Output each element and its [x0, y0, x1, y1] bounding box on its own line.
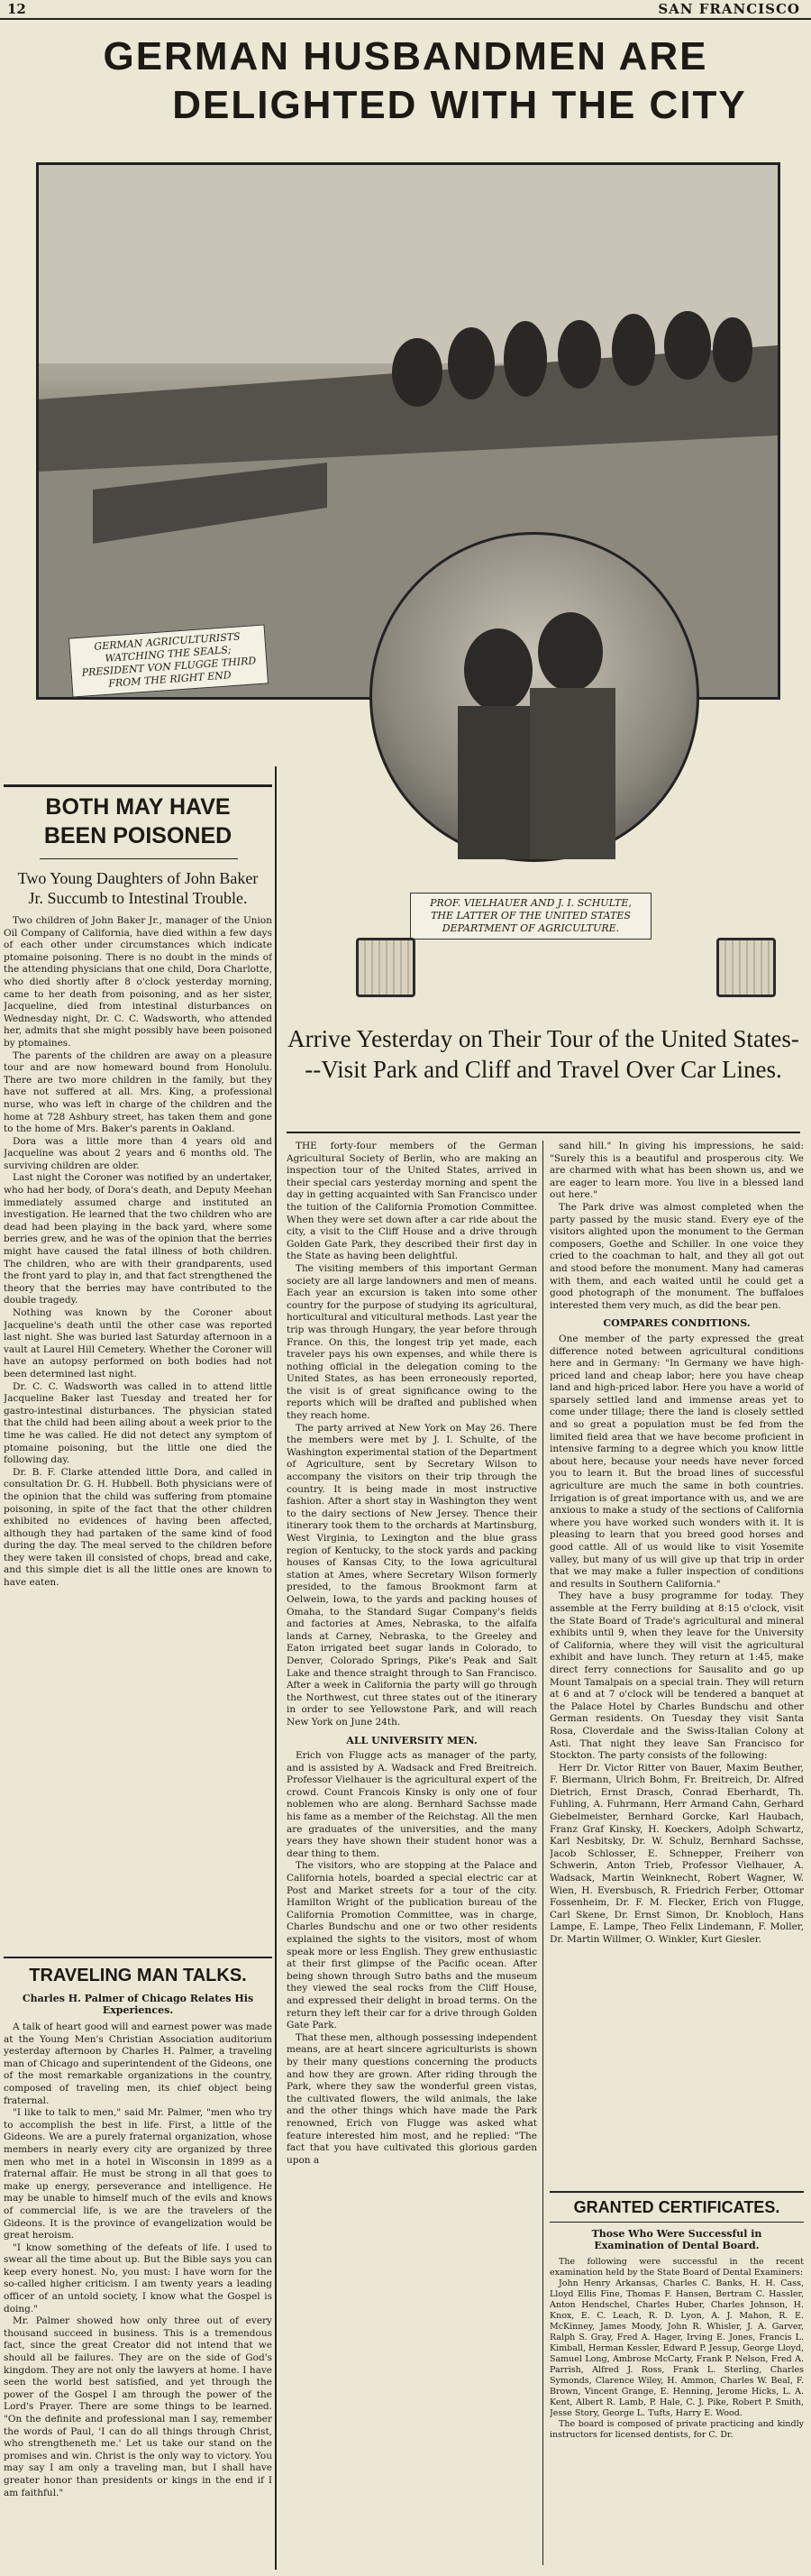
traveling-paragraph: A talk of heart good will and earnest power was made at the Young Men's Christian Association auditorium yesterday afternoon by Charles H. Palmer, a traveling man of Chicago and superintendent of the Gideons, one of the most remarkable organizations in the country, composed of traveling men, its chief object being fraternal.: [4, 2021, 272, 2106]
traveling-body: [4, 2021, 272, 2571]
poisoned-paragraph: Dr. C. C. Wadsworth was called in to attend little Jacqueline Baker last Tuesday and treated her for gastro-intestinal disturbances. The physician stated that the child had been ailing about a week prior to the time he was called. He did not detect any symptom of ptomaine poisoning, but the little one died the following day.: [4, 1380, 272, 1466]
poisoned-rule: [40, 858, 238, 859]
main-paragraph: Erich von Flugge acts as manager of the party, and is assisted by A. Wadsack and Fred Breitreich. Professor Vielhauer is the agricultural expert of the crowd. Count Francois Kinsky is only one of four noblemen who are along. Bernhard Sachsse made his fame as a member of the Reichstag. All the men are graduates of the universities, and the many years they have shown their student honor was a dear thing to them.: [287, 1750, 537, 1859]
main-paragraph: That these men, although possessing independent means, are at heart sincere agriculturists is shown by their many questions concerning the products and how they are grown. After riding through the Park, where they saw the wonderful green vistas, the cultivated flowers, the wild animals, the lake and the other things which have made the Park renowned, Erich von Flugge was asked what feature interested him most, and he replied: "The fact that you have cultivated this glorious garden upon a: [287, 2031, 537, 2166]
main-paragraph: One member of the party expressed the great difference noted between agricultural conditions here and in Germany: "In Germany we have high-priced land and cheap labor; here you have cheap land and high-priced labor. Here you have a world of sparsely settled land and immense areas yet to come under tillage; there the land is closely settled and so great a population must be fed from the limited field area that we have become proficient in intensive farming to a degree which you know little about here, because your needs have never forced you to learn it. But the broad lines of successful agriculture are much the same in both countries. Irrigation is of great importance with us, and we are anxious to make a study of the sections of California where you have worked such wonders with it. It is pleasing to learn that you breed good horses and good cattle. All of us would like to visit Yosemite valley, but many of us will give up that trip in order that we may make a fuller inspection of conditions and results in Southern California.": [550, 1333, 804, 1590]
poisoned-paragraph: Dora was a little more than 4 years old and Jacqueline was about 2 years and 6 months old. The surviving children are older.: [4, 1135, 272, 1171]
main-paragraph: THE forty-four members of the German Agricultural Society of Berlin, who are making an inspection tour of the United States, arrived in their special cars yesterday morning and spent the day in getting acquainted with San Francisco under the tuition of the California Promotion Committee. When they were set down after a car ride about the city, a visit to the Cliff House and a drive through Golden Gate Park, they described their first day in the State as having been delightful.: [287, 1141, 537, 1262]
traveling-paragraph: "I like to talk to men," said Mr. Palmer, "men who try to accomplish the best in life. First, a little of the Gideons. We are a purely fraternal organization, whose members in nearly every city are organized by three men who met in a hotel in Wisconsin in 1899 as a fraternal affair. He must be strong in all that goes to make up energy, perseverance and intelligence. He may be unable to himself much of the evils and knows of commercial life, is we are the travelers of the Gideons. It is the province of evangelization would be great heroism.: [4, 2107, 272, 2241]
page-number: 12: [7, 1, 26, 17]
main-article-column-1: [287, 1141, 537, 2565]
main-paragraph: sand hill." In giving his impressions, he said: "Surely this is a beautiful and prosperous city. We are charmed with what has been shown us, and we are eager to learn more. You live in a blessed land out here.": [550, 1141, 804, 1201]
headline-line1: GERMAN HUSBANDMEN ARE: [103, 34, 708, 78]
column-divider-2: [542, 1141, 543, 2565]
poisoned-paragraph: The parents of the children are away on a pleasure tour and are now homeward bound from Honolulu. There are two more children in the family, but they have not suffered at all. Mrs. King, a professional nurse, who was left in charge of the children and the home at 728 Ashbury street, has taken them and gone to the home of Mrs. Baker's parents in Oakland.: [4, 1050, 272, 1135]
poisoned-deck: Two Young Daughters of John Baker Jr. Succumb to Intestinal Trouble.: [17, 869, 259, 907]
main-article-column-2: [550, 1141, 804, 2182]
masthead: [0, 0, 811, 20]
main-paragraph: Herr Dr. Victor Ritter von Bauer, Maxim Beuther, F. Biermann, Ulrich Bohm, Fr. Breitreich, Dr. Alfred Dietrich, Ernst Drasch, Conrad Eberhardt, Th. Fuhling, A. Fuhrmann, Herr Armand Cahn, Gerhard Giebelmeister, Bernhard Gorcke, Karl Haubach, Franz Graf Kinsky, H. Koeckers, Adolph Schwartz, Karl Nesbitsky, Dr. W. Schulz, Bernhard Sachsse, Jacob Schlosser, E. Schnepper, Freiherr von Schwerin, Anton Trieb, Professor Vielhauer, A. Wadsack, Martin Weinknecht, Robert Wagner, W. Wien, H. Eversbusch, R. Friedrich Ferber, Ottomar Fossenheim, Dr. F. M. Flecker, Erich von Flugge, Carl Skene, Dr. Ernst Simon, Dr. Knobloch, Hans Lampe, E. Lampe, Theo Felix Lindemann, F. Moller, Dr. Martin Willmer, O. Winkler, Kurt Giesler.: [550, 1762, 804, 1945]
poisoned-paragraph: Nothing was known by the Coroner about Jacqueline's death until the other case was reported last night. She was buried last Saturday afternoon in a vault at Laurel Hill Cemetery. Whether the Coroner will have an autopsy performed on both bodies had not been determined last night.: [4, 1307, 272, 1380]
traveling-deck: Charles H. Palmer of Chicago Relates His Experiences.: [22, 1993, 254, 2016]
traveling-headline: TRAVELING MAN TALKS.: [4, 1957, 272, 1987]
traveling-man-article: [4, 1957, 272, 2571]
subhead-rule: [287, 1132, 800, 1133]
granted-deck: Those Who Were Successful in Examination of Dental Board.: [591, 2228, 762, 2251]
main-subhead: Arrive Yesterday on Their Tour of the United States---Visit Park and Cliff and Travel Over Car Lines.: [287, 1025, 799, 1083]
granted-paragraph: The board is composed of private practicing and kindly instructors for licensed dentists, for C. Dr.: [550, 2419, 804, 2440]
main-paragraph: The visitors, who are stopping at the Palace and California hotels, boarded a special electric car at Post and Market streets for a tour of the city. Hamilton Wright of the publication bureau of the California Promotion Committee, was in charge, Charles Bundschu and one or two other residents explained the sights to the visitors, most of whom speak more or less English. They grew enthusiastic at their first glimpse of the Pacific ocean. After being shown through Sutro baths and the museum they viewed the seal rocks from the Cliff House, and expressed their delight in broad terms. On the return they left their car for a drive through Golden Gate Park.: [287, 1860, 537, 2031]
granted-headline: GRANTED CERTIFICATES.: [550, 2191, 804, 2223]
decorative-planter-left: [356, 938, 415, 997]
granted-paragraph: The following were successful in the recent examination held by the State Board of Dental Examiners:: [550, 2257, 804, 2278]
portrait-figures: [372, 535, 697, 859]
main-paragraph: They have a busy programme for today. They assemble at the Ferry building at 8:15 o'clock, visit the State Board of Trade's agricultural and mineral exhibits until 9, when they leave for the University of California, where they will visit the agricultural exhibit and have lunch. They return at 1:45, make direct ferry connections for Sausalito and go up Mount Tamalpais on a special train. They will return at 6 and at 7 o'clock will be tendered a banquet at the Palace Hotel by Charles Bundschu and other German residents. On Tuesday they visit Santa Rosa, Cloverdale and the Swiss-Italian Colony at Asti. That night they leave San Francisco for Stockton. The party consists of the following:: [550, 1591, 804, 1762]
poisoned-headline-2: BEEN POISONED: [43, 823, 232, 848]
poisoned-paragraph: Two children of John Baker Jr., manager of the Union Oil Company of California, have died within a few days of each other under circumstances which indicate ptomaine poisoning. There is no doubt in the minds of the attending physicians that one child, Dora Charlotte, who died shortly after 8 o'clock yesterday morning, came to her death from poisoning, and as her sister, Jacqueline, died from intestinal disturbances on Wednesday night, Dr. C. C. Wadsworth, who attended her, admits that she might possibly have been poisoned by ptomaines.: [4, 915, 272, 1049]
granted-paragraph: John Henry Arkansas, Charles C. Banks, H. H. Cass, Lloyd Ellis Fine, Thomas F. Hansen, Bertram C. Hassler, Anton Hendschel, Charles Huber, Charles Johnson, H. Knox, E. C. Leach, R. D. Lyon, A. J. Mahon, R. E. McKinney, James Moody, John R. Whisler, J. A. Garver, Ralph S. Gray, Fred A. Hager, Irving E. Jones, Francis L. Kimball, Herman Kessler, Edward P. Jessup, George Lloyd, Samuel Long, Ambrose McCarty, Frank P. Nelson, Fred A. Parrish, Alfred J. Ross, Frank L. Sterling, Charles Symonds, Clarence Wiley, H. Ammon, Charles W. Beal, F. Brown, Vincent Grange, E. Henning, Jerome Hicks, L. A. Kent, Albert R. Lamb, P. Hale, C. J. Pike, Robert P. Smith, Jesse Story, George L. Tufts, Harry E. Wood.: [550, 2278, 804, 2418]
main-paragraph: The Park drive was almost completed when the party passed by the music stand. Every eye of the visitors alighted upon the monument to the German composers, Goethe and Schiller. In one voice they cried to the coachman to halt, and they all got out and stood before the monument. Many had cameras with them, and each waited until he could get a good photograph of the monument. The buffaloes interested them very much, as did the bear pen.: [550, 1201, 804, 1311]
headline-line2: DELIGHTED WITH THE CITY: [172, 83, 747, 127]
caption-seals: GERMAN AGRICULTURISTS WATCHING THE SEALS; PRESIDENT VON FLUGGE THIRD FROM THE RIGHT END: [68, 624, 269, 697]
traveling-paragraph: "I know something of the defeats of life. I used to swear all the time about up. But the Bible says you can keep every honest. No, you must: I have worn for the so-called higher criticism. I am twenty years a leading officer of an untold society, I know what the Gospel is doing.": [4, 2241, 272, 2315]
poisoned-paragraph: Last night the Coroner was notified by an undertaker, who had her body, of Dora's death, and Deputy Meehan immediately assumed charge and instituted an investigation. He learned that the two children who are dead had been playing in the back yard, where some berries grew, and he was of the opinion that the berries might have caused the fatal illness of both children. The children, who are with their grandparents, used the front yard to play in, and that fact strengthened the theory that the berries may have contributed to the double tragedy.: [4, 1172, 272, 1306]
subhead-compares-conditions: COMPARES CONDITIONS.: [603, 1317, 751, 1330]
main-paragraph: The party arrived at New York on May 26. There the members were met by J. I. Schulte, of the Washington experimental station of the Department of Agriculture, sent by Secretary Wilson to accompany the visitors on their trip through the country. It is being made in most instructive fashion. After a short stay in Washington they went to the dairy sections of New Jersey. Thence their itinerary took them to the orchards at Martinsburg, West Virginia, to Lexington and the blue grass region of Kentucky, to the stock yards and packing houses of Kansas City, to the Iowa agricultural station at Ames, where Secretary Wilson formerly presided, to the famous Brookmont farm at Oelwein, Iowa, to the yards and packing houses of Omaha, to the Standard Sugar Company's fields and factories at Ames, Nebraska, to the alfalfa lands at Carney, Nebraska, to the Greeley and Eaton irrigated beet sugar lands in Colorado, to Denver, Colorado Springs, Pike's Peak and Salt Lake and thence straight through to San Francisco. After a week in California the party will go through the Northwest, cut three states out of the itinerary in order to see Yellowstone Park, and will reach New York on June 24th.: [287, 1422, 537, 1728]
granted-body: [550, 2257, 804, 2563]
decorative-planter-right: [716, 938, 776, 997]
portrait-photo: [369, 532, 699, 862]
caption-portrait: PROF. VIELHAUER AND J. I. SCHULTE, THE LATTER OF THE UNITED STATES DEPARTMENT OF AGRICULTURE.: [410, 893, 652, 940]
column-divider: [275, 766, 277, 2570]
poisoned-paragraph: Dr. B. F. Clarke attended little Dora, and called in consultation Dr. G. H. Hubbell. Both physicians were of the opinion that the child was suffering from ptomaine poisoning, in spite of the fact that the other children exhibited no evidences of having been affected, although they had partaken of the same kind of food during the day. The meal served to the children before they were taken ill consisted of chops, bread and cake, and this simple diet is all the little ones are known to have eaten.: [4, 1466, 272, 1589]
newspaper-name: SAN FRANCISCO: [658, 1, 800, 17]
granted-certificates-article: [550, 2191, 804, 2563]
poisoned-headline-1: BOTH MAY HAVE: [4, 784, 272, 821]
traveling-paragraph: Mr. Palmer showed how only three out of every thousand succeed in business. This is a tremendous fact, since the great Creator did not intend that we should all be failures. They are on the side of God's kingdom. They are not only the lawyers at home. I have seen the world best satisfied, and yet through the power of the Gospel I am through the power of the Lord's Prayer. There are some things to be learned. "On the definite and professional man I say, remember the words of Paul, 'I can do all things through Christ, who strengtheneth me.' Let us take our stand on the promises and win. Christ is the only way to victory. You may say I am only a traveling man, but I shall have greater honor than presidents or kings in the end if I am faithful.": [4, 2315, 272, 2498]
poisoned-article: [4, 784, 272, 1830]
subhead-all-university-men: ALL UNIVERSITY MEN.: [346, 1734, 478, 1746]
poisoned-body: [4, 915, 272, 1830]
main-paragraph: The visiting members of this important German society are all large landowners and men of means. Each year an excursion is taken into some other country for the purpose of studying its agricultural, horticultural and viticultural methods. Last year the trip was through Hungary, the year before through France. On this, the longest trip yet made, each traveler pays his own expenses, and while there is nothing official in the delegation coming to the United States, as has been erroneously reported, the visit is of great significance owing to the reports which will be drafted and published when they reach home.: [287, 1262, 537, 1422]
